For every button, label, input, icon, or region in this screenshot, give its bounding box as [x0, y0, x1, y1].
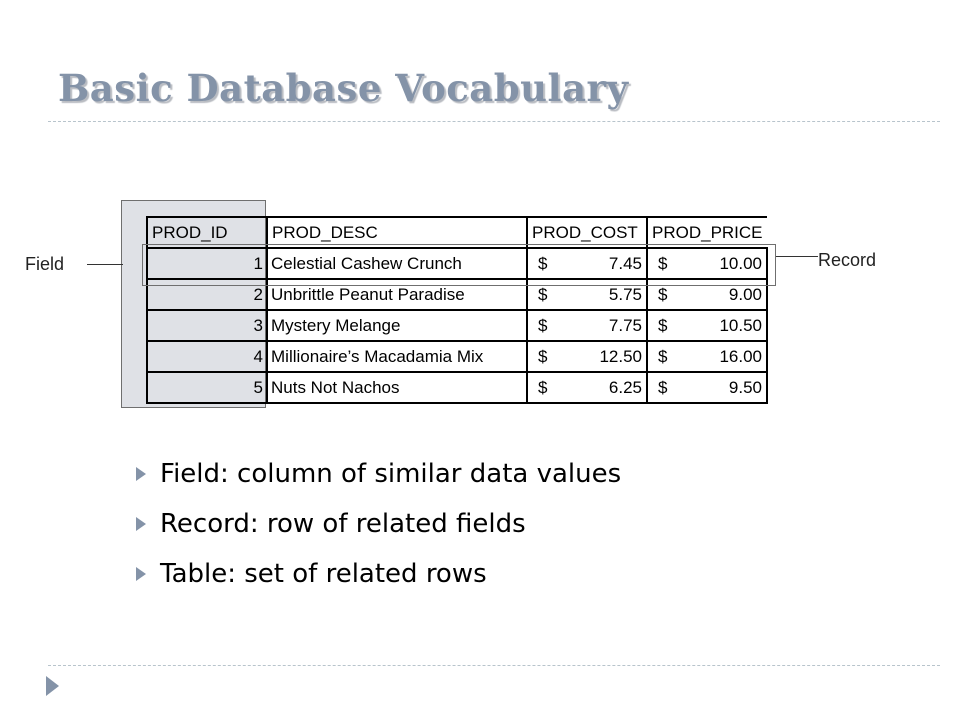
currency-symbol: $	[658, 377, 668, 397]
prod-desc-cell: Millionaire’s Macadamia Mix	[267, 341, 527, 372]
currency-symbol: $	[538, 346, 548, 366]
prod-id-cell: 5	[147, 372, 267, 403]
prod-id-cell: 3	[147, 310, 267, 341]
table-row	[147, 372, 767, 403]
prod-desc-cell: Nuts Not Nachos	[267, 372, 527, 403]
currency-symbol: $	[538, 253, 548, 273]
currency-symbol: $	[658, 284, 668, 304]
currency-symbol: $	[538, 377, 548, 397]
prod-cost-cell	[527, 341, 647, 372]
triangle-right-icon	[136, 567, 146, 581]
currency-symbol: $	[658, 346, 668, 366]
price-value: 9.00	[728, 284, 762, 304]
triangle-right-icon	[136, 517, 146, 531]
field-callout-label: Field	[25, 254, 65, 274]
table-header-cell: PROD_DESC	[267, 217, 527, 248]
list-item	[136, 549, 621, 599]
table-row	[147, 310, 767, 341]
prod-price-cell	[647, 310, 767, 341]
cost-value: 6.25	[608, 377, 642, 397]
prod-desc-cell: Mystery Melange	[267, 310, 527, 341]
table-header-cell: PROD_ID	[147, 217, 267, 248]
cost-value: 7.45	[608, 253, 642, 273]
prod-id-cell: 4	[147, 341, 267, 372]
title-divider	[48, 121, 940, 122]
triangle-right-icon	[136, 467, 146, 481]
bullet-text: Field: column of similar data values	[160, 459, 622, 489]
currency-symbol: $	[538, 315, 548, 335]
record-row-highlight	[142, 244, 776, 286]
currency-symbol: $	[658, 253, 668, 273]
prod-desc-cell: Unbrittle Peanut Paradise	[267, 279, 527, 310]
record-callout-line	[776, 256, 818, 257]
price-value: 10.00	[719, 253, 762, 273]
table-header-cell: PROD_COST	[527, 217, 647, 248]
price-value: 10.50	[719, 315, 762, 335]
table-row	[147, 341, 767, 372]
cost-value: 7.75	[608, 315, 642, 335]
bullet-text: Record: row of related fields	[160, 509, 526, 539]
triangle-right-icon	[46, 676, 59, 696]
prod-price-cell	[647, 372, 767, 403]
field-callout-line	[87, 264, 123, 265]
record-callout-label: Record	[818, 250, 877, 270]
footer-divider	[48, 665, 940, 666]
cost-value: 12.50	[599, 346, 642, 366]
prod-price-cell	[647, 341, 767, 372]
definition-list	[136, 449, 621, 599]
currency-symbol: $	[538, 284, 548, 304]
prod-cost-cell	[527, 372, 647, 403]
prod-id-cell: 1	[147, 248, 267, 279]
bullet-text: Table: set of related rows	[160, 559, 487, 589]
prod-cost-cell	[527, 310, 647, 341]
price-value: 9.50	[728, 377, 762, 397]
prod-id-cell: 2	[147, 279, 267, 310]
prod-desc-cell: Celestial Cashew Crunch	[267, 248, 527, 279]
table-header-cell: PROD_PRICE	[647, 217, 767, 248]
price-value: 16.00	[719, 346, 762, 366]
list-item	[136, 499, 621, 549]
slide-title: Basic Database Vocabulary	[58, 66, 629, 110]
list-item	[136, 449, 621, 499]
cost-value: 5.75	[608, 284, 642, 304]
currency-symbol: $	[658, 315, 668, 335]
